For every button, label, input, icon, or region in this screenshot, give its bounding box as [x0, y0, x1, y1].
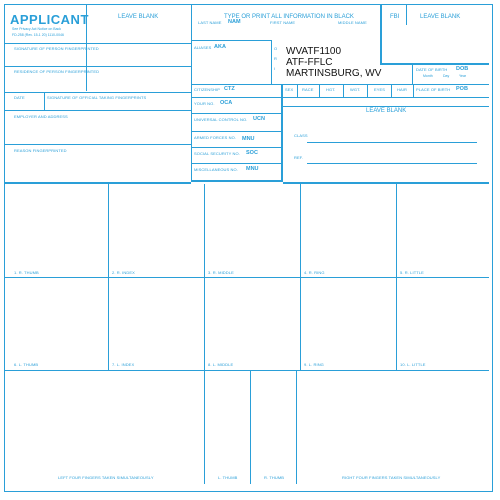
- divider: [191, 113, 281, 114]
- divider: [191, 180, 283, 182]
- divider: [413, 84, 414, 97]
- divider: [5, 277, 489, 278]
- leave-blank-left: LEAVE BLANK: [118, 14, 159, 20]
- finger-label-5: 5. R. LITTLE: [400, 270, 424, 275]
- hgt-label: HGT.: [326, 87, 336, 92]
- dob-month: Month: [423, 74, 433, 78]
- leave-blank-right: LEAVE BLANK: [420, 14, 461, 20]
- divider: [380, 5, 382, 63]
- race-label: RACE: [302, 87, 314, 92]
- armed-forces-label: ARMED FORCES NO.: [194, 135, 237, 140]
- divider: [191, 131, 281, 132]
- oca-code: OCA: [220, 100, 233, 106]
- date-of-birth-label: DATE OF BIRTH: [416, 67, 448, 72]
- fingerprint-card: [4, 4, 493, 492]
- ori-letter-r: R: [274, 56, 277, 61]
- dob-day: Day: [443, 74, 450, 78]
- ori-address-line2: ATF-FFLC: [286, 57, 333, 68]
- leave-blank-mid: LEAVE BLANK: [366, 108, 407, 114]
- divider: [191, 40, 271, 41]
- mnu-code: MNU: [242, 136, 255, 142]
- finger-label-6: 6. L. THUMB: [14, 362, 39, 367]
- divider: [412, 63, 413, 84]
- divider: [297, 84, 298, 97]
- employer-label: EMPLOYER AND ADDRESS: [14, 114, 68, 119]
- divider: [307, 142, 477, 143]
- divider: [296, 370, 297, 484]
- ori-letter-o: O: [274, 46, 278, 51]
- divider: [380, 63, 489, 65]
- divider: [5, 370, 489, 371]
- signature-person-label: SIGNATURE OF PERSON FINGERPRINTED: [14, 46, 99, 51]
- divider: [319, 84, 320, 97]
- divider: [5, 66, 191, 67]
- hair-label: HAIR: [397, 87, 407, 92]
- ori-address-line3: MARTINSBURG, WV: [286, 68, 382, 79]
- divider: [5, 182, 191, 184]
- ucn-code: UCN: [253, 116, 265, 122]
- divider: [391, 84, 392, 97]
- divider: [343, 84, 344, 97]
- finger-label-7: 7. L. INDEX: [112, 362, 135, 367]
- finger-label-8: 8. L. MIDDLE: [208, 362, 234, 367]
- divider: [204, 184, 205, 484]
- finger-label-9: 9. L. RING: [304, 362, 324, 367]
- nam-code: NAM: [228, 19, 241, 25]
- mnu2-code: MNU: [246, 166, 259, 172]
- citizenship-label: CITIZENSHIP: [194, 87, 220, 92]
- middle-name-label: MIDDLE NAME: [338, 20, 367, 25]
- divider: [191, 84, 489, 85]
- wgt-label: WGT.: [350, 87, 361, 92]
- l-thumb-label: L. THUMB: [218, 475, 238, 480]
- form-number: FD-258 (Rev. 15-1 20) 1110-0046: [12, 33, 64, 37]
- ctz-code: CTZ: [224, 86, 235, 92]
- last-name-label: LAST NAME: [198, 20, 222, 25]
- applicant-title: APPLICANT: [10, 12, 89, 27]
- divider: [406, 5, 407, 25]
- divider: [44, 92, 45, 110]
- your-no-label: YOUR NO.: [194, 101, 215, 106]
- divider: [250, 370, 251, 484]
- finger-label-3: 3. R. MIDDLE: [208, 270, 234, 275]
- finger-label-2: 2. R. INDEX: [112, 270, 135, 275]
- divider: [5, 43, 191, 44]
- aka-code: AKA: [214, 44, 226, 50]
- divider: [191, 147, 281, 148]
- divider: [283, 106, 489, 107]
- finger-label-1: 1. R. THUMB: [14, 270, 39, 275]
- right-four-label: RIGHT FOUR FINGERS TAKEN SIMULTANEOUSLY: [342, 475, 441, 480]
- finger-label-10: 10. L. LITTLE: [400, 362, 426, 367]
- class-label: CLASS: [294, 133, 308, 138]
- divider: [281, 97, 489, 98]
- dob-code: DOB: [456, 66, 469, 72]
- aliases-label: ALIASES: [194, 45, 212, 50]
- misc-label: MISCELLANEOUS NO.: [194, 167, 238, 172]
- divider: [281, 84, 283, 182]
- eyes-label: EYES: [374, 87, 386, 92]
- divider: [191, 97, 281, 98]
- dob-year: Year: [459, 74, 467, 78]
- divider: [271, 40, 272, 84]
- r-thumb-label: R. THUMB: [264, 475, 285, 480]
- residence-label: RESIDENCE OF PERSON FINGERPRINTED: [14, 69, 100, 74]
- date-label: DATE: [14, 95, 25, 100]
- signature-official-label: SIGNATURE OF OFFICIAL TAKING FINGERPRINTS: [47, 95, 147, 100]
- divider: [191, 5, 192, 180]
- ref-label: REF.: [294, 155, 304, 160]
- ori-letter-i: I: [274, 66, 276, 71]
- divider: [5, 110, 191, 111]
- place-of-birth-label: PLACE OF BIRTH: [416, 87, 451, 92]
- ssn-label: SOCIAL SECURITY NO.: [194, 151, 240, 156]
- reason-label: REASON FINGERPRINTED: [14, 148, 67, 153]
- fbi-no-label: UNIVERSAL CONTROL NO.: [194, 117, 248, 122]
- divider: [283, 182, 489, 184]
- ori-address-line1: WVATF1100: [286, 46, 342, 57]
- divider: [307, 163, 477, 164]
- finger-label-4: 4. R. RING: [304, 270, 325, 275]
- type-or-print-heading: TYPE OR PRINT ALL INFORMATION IN BLACK: [224, 14, 354, 20]
- divider: [367, 84, 368, 97]
- sex-label: SEX: [285, 87, 294, 92]
- divider: [5, 92, 191, 93]
- first-name-label: FIRST NAME: [270, 20, 296, 25]
- privacy-notice: See Privacy Act Notice on Back: [12, 27, 62, 31]
- left-four-label: LEFT FOUR FINGERS TAKEN SIMULTANEOUSLY: [58, 475, 154, 480]
- pob-code: POB: [456, 86, 468, 92]
- fbi-label: FBI: [390, 14, 400, 20]
- divider: [5, 144, 191, 145]
- divider: [191, 163, 281, 164]
- soc-code: SOC: [246, 150, 258, 156]
